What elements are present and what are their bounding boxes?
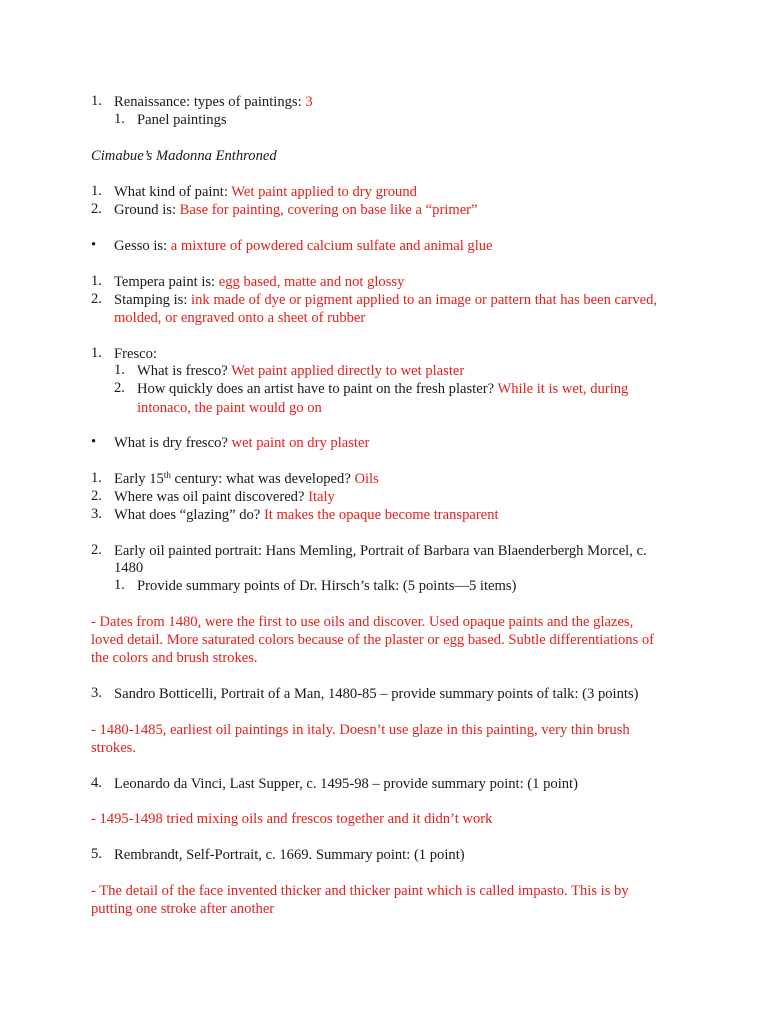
list-number: 1. bbox=[114, 111, 125, 127]
answer-line: - Dates from 1480, were the first to use oils and discover. Used opaque paints and the glazes, bbox=[91, 614, 634, 630]
answer-text: ink made of dye or pigment applied to an image or pattern that has been carved, bbox=[191, 292, 658, 308]
list-number: 2. bbox=[91, 201, 102, 217]
list-number: 1. bbox=[91, 345, 102, 361]
list-number: 1. bbox=[91, 183, 102, 199]
question-text: Early 15 bbox=[114, 471, 164, 487]
question-text: Where was oil paint discovered? bbox=[114, 489, 309, 505]
answer-text-continued: molded, or engraved onto a sheet of rubber bbox=[114, 310, 366, 326]
answer-text-continued: intonaco, the paint would go on bbox=[137, 400, 322, 416]
question-text-continued: century: what was developed? bbox=[170, 471, 355, 487]
bullet-icon: • bbox=[91, 434, 97, 450]
question-text: What is fresco? bbox=[137, 363, 232, 379]
list-number: 1. bbox=[114, 577, 125, 593]
question-text: Fresco: bbox=[114, 346, 157, 362]
superscript: th bbox=[163, 470, 171, 480]
question-text: Panel paintings bbox=[137, 112, 227, 128]
question-text: Rembrandt, Self-Portrait, c. 1669. Summary point: (1 point) bbox=[114, 847, 465, 863]
answer-text: Wet paint applied directly to wet plaster bbox=[231, 363, 465, 379]
answer-text: While it is wet, during bbox=[497, 381, 629, 397]
question-text: Early oil painted portrait: Hans Memling, Portrait of Barbara van Blaenderbergh Morcel, c. bbox=[114, 543, 647, 559]
list-number: 1. bbox=[114, 362, 125, 378]
answer-line: strokes. bbox=[91, 740, 136, 756]
list-number: 3. bbox=[91, 506, 102, 522]
answer-text: wet paint on dry plaster bbox=[231, 435, 370, 451]
answer-text: 3 bbox=[305, 94, 313, 110]
answer-line: - The detail of the face invented thicker and thicker paint which is called impasto. This is by bbox=[91, 883, 629, 899]
bullet-icon: • bbox=[91, 237, 97, 253]
answer-line: - 1495-1498 tried mixing oils and frescos together and it didn’t work bbox=[91, 811, 493, 827]
list-number: 1. bbox=[91, 93, 102, 109]
question-text: Sandro Botticelli, Portrait of a Man, 1480-85 – provide summary points of talk: (3 points) bbox=[114, 686, 639, 702]
question-text: What does “glazing” do? bbox=[114, 507, 264, 523]
question-text-continued: 1480 bbox=[114, 560, 144, 576]
question-text: Gesso is: bbox=[114, 238, 171, 254]
question-text: What is dry fresco? bbox=[114, 435, 232, 451]
list-number: 2. bbox=[91, 542, 102, 558]
answer-text: a mixture of powdered calcium sulfate and animal glue bbox=[170, 238, 493, 254]
answer-text: Wet paint applied to dry ground bbox=[231, 184, 417, 200]
list-number: 3. bbox=[91, 685, 102, 701]
answer-text: It makes the opaque become transparent bbox=[263, 507, 499, 523]
question-text: Ground is: bbox=[114, 202, 180, 218]
answer-line: the colors and brush strokes. bbox=[91, 650, 258, 666]
question-text: What kind of paint: bbox=[114, 184, 232, 200]
answer-text: egg based, matte and not glossy bbox=[218, 274, 405, 290]
list-number: 5. bbox=[91, 846, 102, 862]
question-text: How quickly does an artist have to paint on the fresh plaster? bbox=[137, 381, 498, 397]
section-heading: Cimabue’s Madonna Enthroned bbox=[91, 148, 277, 164]
list-number: 1. bbox=[91, 470, 102, 486]
list-number: 1. bbox=[91, 273, 102, 289]
answer-line: - 1480-1485, earliest oil paintings in italy. Doesn’t use glaze in this painting, very thin brush bbox=[91, 722, 630, 738]
answer-text: Italy bbox=[308, 489, 335, 505]
list-number: 2. bbox=[91, 291, 102, 307]
question-text: Renaissance: types of paintings: bbox=[114, 94, 306, 110]
question-text: Tempera paint is: bbox=[114, 274, 219, 290]
answer-line: loved detail. More saturated colors because of the plaster or egg based. Subtle differentiations of bbox=[91, 632, 655, 648]
question-text: Leonardo da Vinci, Last Supper, c. 1495-98 – provide summary point: (1 point) bbox=[114, 776, 578, 792]
list-number: 2. bbox=[114, 380, 125, 396]
question-text: Provide summary points of Dr. Hirsch’s talk: (5 points—5 items) bbox=[137, 578, 517, 594]
question-text: Stamping is: bbox=[114, 292, 192, 308]
list-number: 2. bbox=[91, 488, 102, 504]
answer-text: Base for painting, covering on base like a “primer” bbox=[179, 202, 478, 218]
answer-line: putting one stroke after another bbox=[91, 901, 275, 917]
list-number: 4. bbox=[91, 775, 102, 791]
answer-text: Oils bbox=[354, 471, 379, 487]
